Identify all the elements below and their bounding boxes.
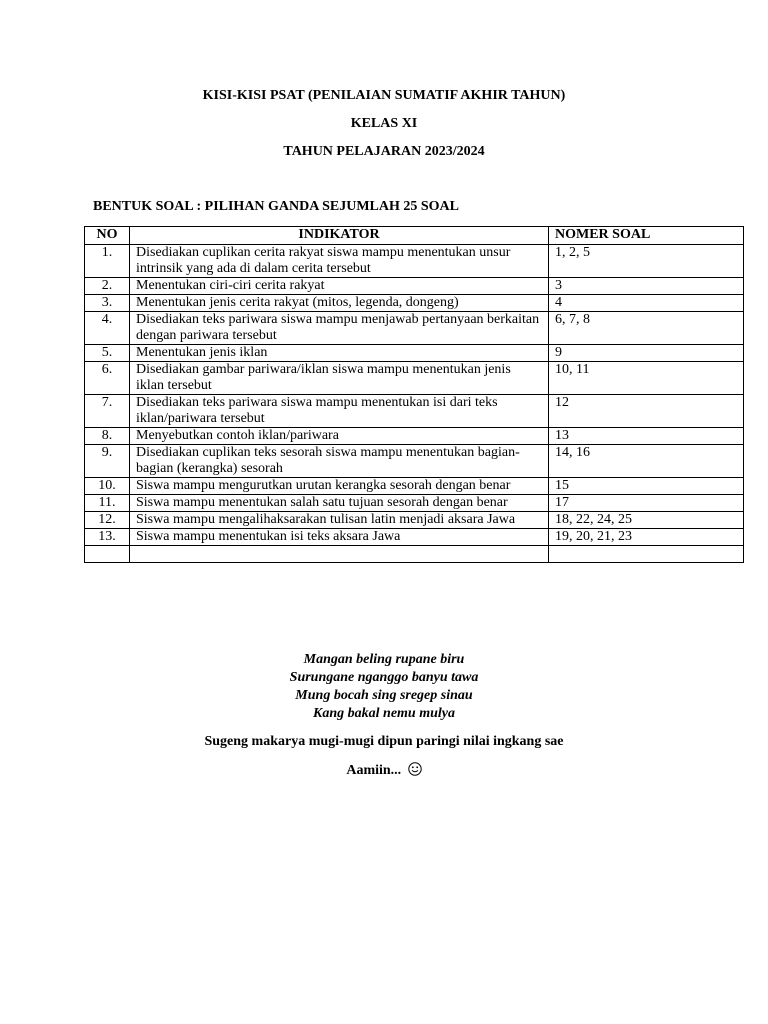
row-number: 11. [85, 495, 130, 512]
table-row [85, 345, 744, 362]
table-row [85, 245, 744, 278]
table-row [85, 278, 744, 295]
row-number: 1. [85, 245, 130, 278]
pantun-verse [0, 651, 768, 723]
smiley-face-icon [408, 762, 422, 776]
empty-cell [549, 546, 744, 563]
row-indikator: Siswa mampu mengurutkan urutan kerangka sesorah dengan benar [130, 478, 549, 495]
row-number: 4. [85, 312, 130, 345]
row-nomer-soal: 9 [549, 345, 744, 362]
row-nomer-soal: 15 [549, 478, 744, 495]
row-nomer-soal: 1, 2, 5 [549, 245, 744, 278]
row-indikator: Menentukan jenis iklan [130, 345, 549, 362]
row-nomer-soal: 6, 7, 8 [549, 312, 744, 345]
row-nomer-soal: 17 [549, 495, 744, 512]
closing-wish: Sugeng makarya mugi-mugi dipun paringi nilai ingkang sae [204, 734, 564, 749]
document-title: KISI-KISI PSAT (PENILAIAN SUMATIF AKHIR TAHUN) [202, 88, 566, 103]
amin-text: Aamiin... [346, 763, 402, 778]
column-header-nomer-soal: NOMER SOAL [549, 227, 744, 245]
table-row [85, 529, 744, 546]
row-number: 2. [85, 278, 130, 295]
empty-table-row [85, 546, 744, 563]
empty-cell [85, 546, 130, 563]
row-number: 13. [85, 529, 130, 546]
row-number: 7. [85, 395, 130, 428]
academic-year-heading: TAHUN PELAJARAN 2023/2024 [283, 144, 485, 159]
table-row [85, 295, 744, 312]
row-number: 3. [85, 295, 130, 312]
row-nomer-soal: 3 [549, 278, 744, 295]
amin-line [0, 762, 768, 779]
row-number: 9. [85, 445, 130, 478]
row-number: 6. [85, 362, 130, 395]
table-row [85, 495, 744, 512]
poem-line: Mangan beling rupane biru [303, 652, 465, 667]
row-indikator: Siswa mampu mengalihaksarakan tulisan latin menjadi aksara Jawa [130, 512, 549, 529]
row-indikator: Menentukan jenis cerita rakyat (mitos, legenda, dongeng) [130, 295, 549, 312]
row-nomer-soal: 4 [549, 295, 744, 312]
column-header-indikator: INDIKATOR [130, 227, 549, 245]
row-nomer-soal: 13 [549, 428, 744, 445]
row-indikator: Disediakan cuplikan teks sesorah siswa mampu menentukan bagian-bagian (kerangka) sesorah [130, 445, 549, 478]
class-heading: KELAS XI [350, 116, 418, 131]
row-nomer-soal: 12 [549, 395, 744, 428]
table-row [85, 478, 744, 495]
row-indikator: Disediakan teks pariwara siswa mampu menjawab pertanyaan berkaitan dengan pariwara tersebut [130, 312, 549, 345]
row-indikator: Siswa mampu menentukan salah satu tujuan sesorah dengan benar [130, 495, 549, 512]
row-number: 5. [85, 345, 130, 362]
poem-line: Kang bakal nemu mulya [313, 706, 455, 721]
poem-line: Mung bocah sing sregep sinau [295, 688, 473, 703]
kisi-kisi-table [84, 226, 744, 563]
row-number: 8. [85, 428, 130, 445]
table-row [85, 395, 744, 428]
row-number: 10. [85, 478, 130, 495]
row-nomer-soal: 19, 20, 21, 23 [549, 529, 744, 546]
row-indikator: Menyebutkan contoh iklan/pariwara [130, 428, 549, 445]
row-nomer-soal: 18, 22, 24, 25 [549, 512, 744, 529]
table-row [85, 428, 744, 445]
row-indikator: Disediakan teks pariwara siswa mampu menentukan isi dari teks iklan/pariwara tersebut [130, 395, 549, 428]
column-header-no: NO [85, 227, 130, 245]
row-indikator: Menentukan ciri-ciri cerita rakyat [130, 278, 549, 295]
table-row [85, 312, 744, 345]
poem-line: Surungane nganggo banyu tawa [289, 670, 479, 685]
row-indikator: Disediakan gambar pariwara/iklan siswa mampu menentukan jenis iklan tersebut [130, 362, 549, 395]
empty-cell [130, 546, 549, 563]
row-nomer-soal: 14, 16 [549, 445, 744, 478]
question-form-label: BENTUK SOAL : PILIHAN GANDA SEJUMLAH 25 SOAL [93, 199, 460, 214]
table-row [85, 445, 744, 478]
row-indikator: Disediakan cuplikan cerita rakyat siswa mampu menentukan unsur intrinsik yang ada di dalam cerita tersebut [130, 245, 549, 278]
row-indikator: Siswa mampu menentukan isi teks aksara Jawa [130, 529, 549, 546]
table-row [85, 362, 744, 395]
table-row [85, 512, 744, 529]
row-number: 12. [85, 512, 130, 529]
table-header-row [85, 227, 744, 245]
row-nomer-soal: 10, 11 [549, 362, 744, 395]
